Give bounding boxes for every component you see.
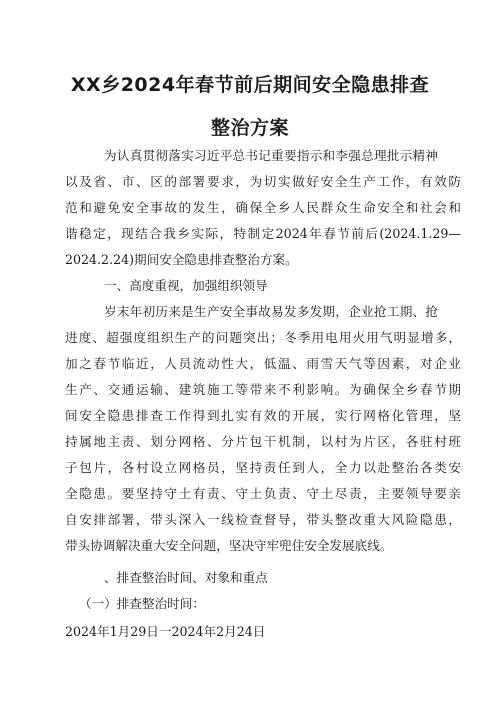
subsection-1-heading: （一）排查整治时间：: [79, 596, 205, 611]
intro-line-4: 谐稳定，现结合我乡实际，特制定2024年春节前后(2024.1.29—: [65, 226, 461, 241]
document-title-line-2: 整治方案: [210, 117, 289, 139]
section-1-line-9: 自安排部署，带头深入一线检查督导，带头整改重大风险隐患，: [65, 512, 461, 527]
section-1-line-4: 生产、交通运输、建筑施工等带来不利影响。为确保全乡春节期: [65, 382, 461, 397]
intro-line-5: 2024.2.24)期间安全隐患排查整治方案。: [65, 252, 298, 267]
section-2-heading: 、排查整治时间、对象和重点: [104, 570, 268, 585]
document-title-line-1: XX乡2024年春节前后期间安全隐患排查: [70, 74, 430, 96]
section-1-line-5: 间安全隐患排查工作得到扎实有效的开展，实行网格化管理，坚: [65, 408, 461, 423]
section-1-line-3: 加之春节临近，人员流动性大，低温、雨雪天气等因素，对企业: [65, 356, 461, 371]
intro-line-1: 为认真贯彻落实习近平总书记重要指示和李强总理批示精神: [104, 148, 438, 163]
section-1-line-2: 进度、超强度组织生产的问题突出；冬季用电用火用气明显增多，: [65, 330, 461, 345]
section-1-line-8: 全隐患。要坚持守土有责、守土负责、守土尽责，主要领导要亲: [65, 486, 461, 501]
section-1-line-6: 持属地主责、划分网格、分片包干机制，以村为片区，各驻村班: [65, 434, 461, 449]
time-range: 2024年1月29日一2024年2月24日: [65, 624, 266, 639]
intro-line-3: 范和避免安全事故的发生，确保全乡人民群众生命安全和社会和: [65, 200, 461, 215]
section-1-line-1: 岁末年初历来是生产安全事故易发多发期，企业抢工期、抢: [104, 304, 438, 319]
section-1-line-7: 子包片，各村设立网格员，坚持责任到人，全力以赴整治各类安: [65, 460, 461, 475]
intro-line-2: 以及省、市、区的部署要求，为切实做好安全生产工作，有效防: [65, 174, 461, 189]
section-1-line-10: 带头协调解决重大安全问题，坚决守牢兜住安全发展底线。: [65, 538, 393, 553]
section-1-heading: 一、高度重视，加强组织领导: [104, 278, 268, 293]
